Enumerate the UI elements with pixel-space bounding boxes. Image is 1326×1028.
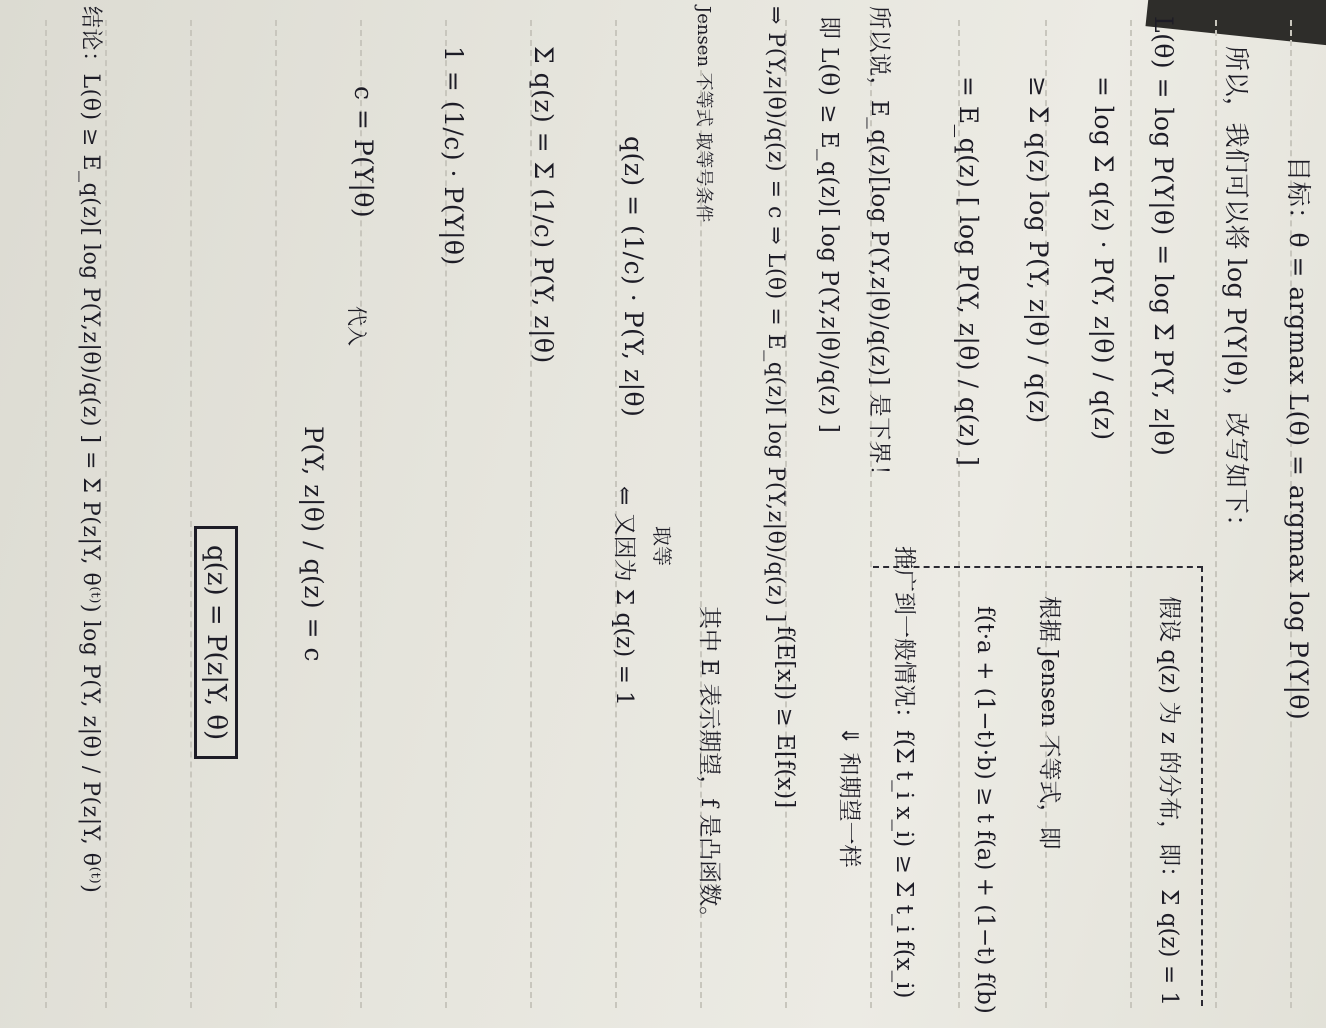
equality-condition: ⇒ P(Y,z|θ)/q(z) = c ⇒ L(θ) = E_q(z)[ log P(Y,z|θ)/q(z) ] (763, 6, 788, 623)
where-e-note: 其中 E 表示期望，f 是凸函数。 (696, 606, 722, 930)
generalize-line: 推广到一般情况：f(Σ t_i x_i) ≥ Σ t_i f(x_i) (891, 546, 917, 999)
q-definition: q(z) = (1/c) · P(Y, z|θ) (619, 136, 648, 418)
so-lower-line: 即 L(θ) ≥ E_q(z)[ log P(Y,z|θ)/q(z) ] (816, 16, 842, 434)
handwritten-note (38, 6, 1318, 1014)
intro-line: 所以，我们可以将 log P(Y|θ)，改写如下： (1222, 46, 1251, 540)
one-equals-line: 1 = (1/c) · P(Y|θ) (439, 46, 468, 266)
c-value-line: c = P(Y|θ) (349, 86, 378, 219)
lower-bound-line: 所以说，E_q(z)[log P(Y,z|θ)/q(z)] 是下界！ (866, 6, 892, 488)
note-q-dist: 假设 q(z) 为 z 的分布，即：Σ q(z) = 1 (1156, 596, 1182, 1007)
jensen-equality-note: Jensen 不等式 取等号条件 (693, 6, 714, 223)
equation-2: = log Σ q(z) · P(Y, z|θ) / q(z) (1089, 76, 1118, 441)
expectation-inequality: f(E[x]) ≥ E[f(x)] (772, 626, 798, 809)
sum-q-line: Σ q(z) = Σ (1/c) P(Y, z|θ) (529, 46, 558, 364)
note-jensen: 根据 Jensen 不等式，即 (1036, 596, 1062, 850)
equation-4: = E_q(z) [ log P(Y, z|θ) / q(z) ] (954, 76, 983, 467)
equation-1: L(θ) = log P(Y|θ) = log Σ P(Y, z|θ) (1149, 16, 1178, 457)
equivalent-note: ⇓ 和期望一样 (836, 726, 862, 868)
substitute-label: 代入 (345, 306, 369, 346)
final-conclusion: 结论：L(θ) ≥ E_q(z)[ log P(Y,z|θ)/q(z) ] = Σ P(z|Y, θ⁽ᵗ⁾) log P(Y, z|θ) / P(z|Y, θ⁽ᵗ⁾) (78, 6, 103, 894)
q-definition-note: ⇐ 又因为 Σ q(z) = 1 (611, 486, 637, 706)
ratio-line: P(Y, z|θ) / q(z) = c (299, 426, 328, 662)
take-equal-label: 取等 (650, 526, 674, 566)
equation-3: ≥ Σ q(z) log P(Y, z|θ) / q(z) (1024, 76, 1053, 424)
note-box-top (1201, 566, 1203, 1006)
boxed-result: q(z) = P(z|Y, θ) (194, 526, 238, 759)
target-line: 目标：θ = argmax L(θ) = argmax log P(Y|θ) (1284, 156, 1313, 721)
jensen-formula: f(t·a + (1−t)·b) ≥ t f(a) + (1−t) f(b) (972, 606, 998, 1014)
